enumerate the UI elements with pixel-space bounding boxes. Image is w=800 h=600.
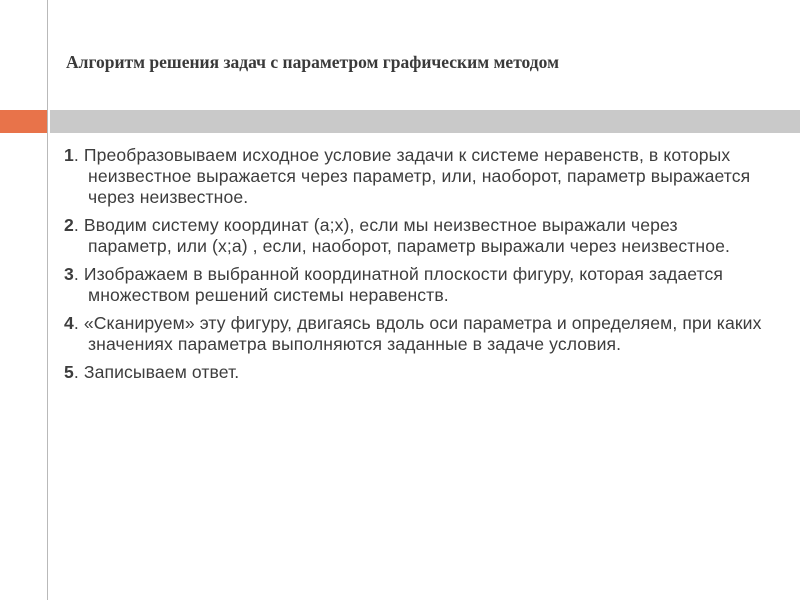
step-text: . Записываем ответ. xyxy=(73,362,240,382)
accent-bar xyxy=(0,110,47,133)
step-text: . Изображаем в выбранной координатной плоскости фигуру, которая задается множеством решений системы неравенств. xyxy=(73,264,724,305)
vertical-divider xyxy=(47,0,48,600)
step-text: . Вводим систему координат (a;x), если мы неизвестное выражали через параметр, или (x;a) , если, наоборот, параметр выражали через неизвестное. xyxy=(73,215,730,256)
step-4 xyxy=(64,313,764,355)
step-text: . «Сканируем» эту фигуру, двигаясь вдоль оси параметра и определяем, при каких значениях параметра выполняются заданные в задаче условия. xyxy=(73,313,762,354)
step-3 xyxy=(64,264,764,306)
step-text: . Преобразовываем исходное условие задачи к системе неравенств, в которых неизвестное выражается через параметр, или, наоборот, параметр выражается через неизвестное. xyxy=(73,145,751,207)
step-1 xyxy=(64,145,764,208)
step-number: 5 xyxy=(64,362,74,382)
step-number: 3 xyxy=(64,264,74,284)
step-number: 4 xyxy=(64,313,74,333)
slide-title: Алгоритм решения задач с параметром графическим методом xyxy=(66,52,559,72)
algorithm-steps xyxy=(64,145,764,390)
step-2 xyxy=(64,215,764,257)
step-number: 1 xyxy=(64,145,74,165)
step-number: 2 xyxy=(64,215,74,235)
step-5 xyxy=(64,362,764,383)
header-bar xyxy=(50,110,800,133)
